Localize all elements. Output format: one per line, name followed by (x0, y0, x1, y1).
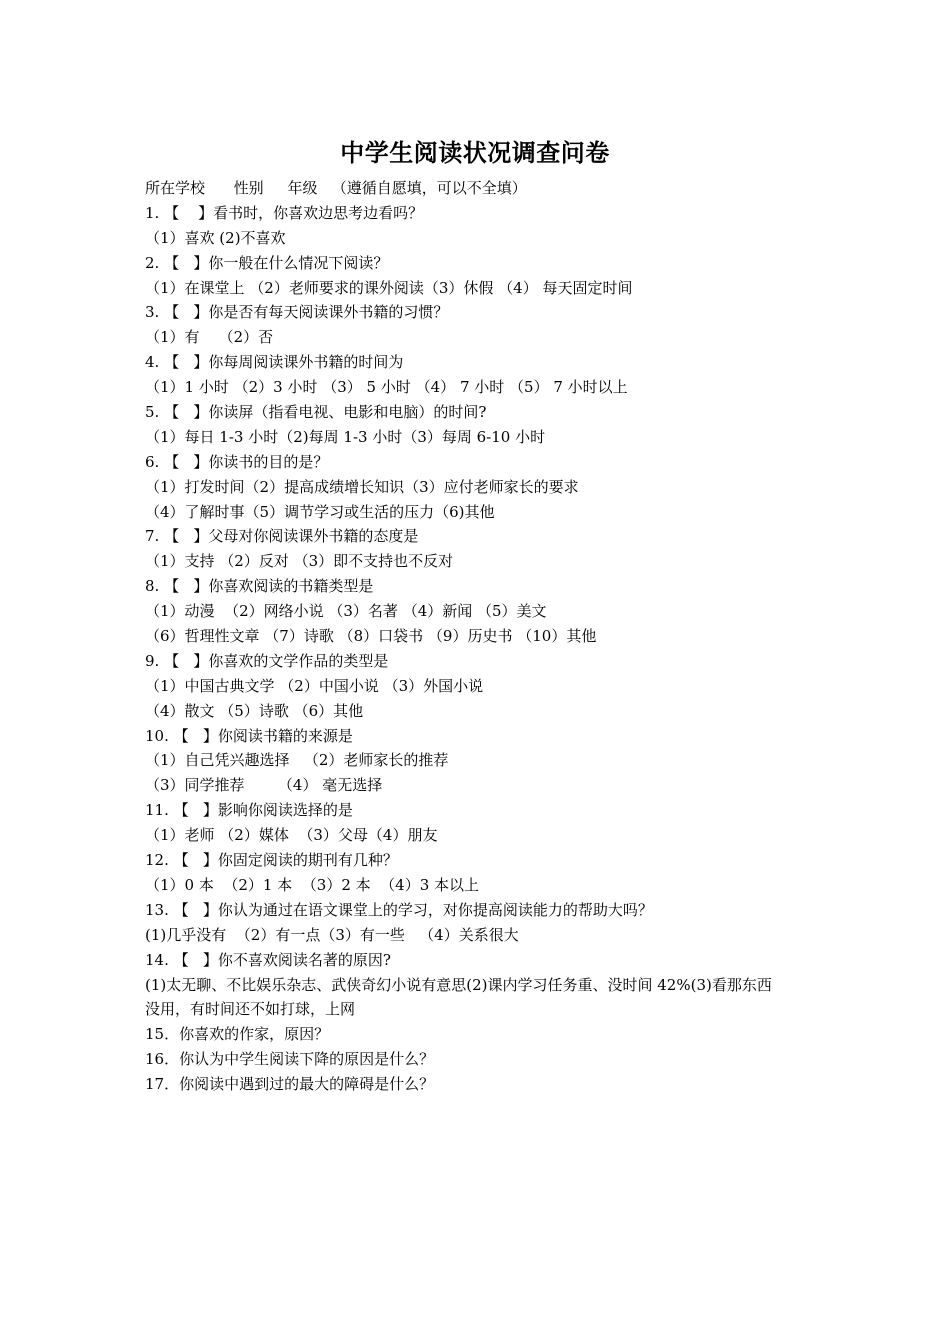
question-14-options-1: (1)太无聊、不比娱乐杂志、武侠奇幻小说有意思(2)课内学习任务重、没时间 42%(3)看那东西 (145, 975, 772, 994)
question-17: 17．你阅读中遇到过的最大的障碍是什么？ (145, 1075, 435, 1094)
question-2-options: （1）在课堂上 （2）老师要求的课外阅读（3）休假 （4） 每天固定时间 (145, 278, 633, 297)
question-5-options: （1）每日 1-3 小时（2)每周 1-3 小时（3）每周 6-10 小时 (145, 427, 546, 446)
header-fields-line: 所在学校 性别 年级 （遵循自愿填，可以不全填） (145, 179, 527, 197)
question-13: 13. 【 】你认为通过在语文课堂上的学习，对你提高阅读能力的帮助大吗？ (145, 900, 653, 919)
question-9-options-2: （4）散文 （5）诗歌 （6）其他 (145, 701, 364, 720)
question-10: 10. 【 】你阅读书籍的来源是 (145, 726, 353, 745)
question-8: 8. 【 】你喜欢阅读的书籍类型是 (145, 577, 374, 596)
question-15: 15．你喜欢的作家，原因？ (145, 1025, 330, 1044)
question-8-options-2: （6）哲理性文章 （7）诗歌 （8）口袋书 （9）历史书 （10）其他 (145, 627, 597, 646)
question-6-options-2: （4）了解时事（5）调节学习或生活的压力（6)其他 (145, 502, 495, 521)
question-11: 11. 【 】影响你阅读选择的是 (145, 801, 353, 820)
question-7: 7. 【 】父母对你阅读课外书籍的态度是 (145, 527, 419, 546)
question-10-options-2: （3）同学推荐 （4） 毫无选择 (145, 776, 383, 795)
question-5: 5. 【 】你读屏（指看电视、电影和电脑）的时间? (145, 403, 487, 422)
question-14: 14. 【 】你不喜欢阅读名著的原因? (145, 950, 391, 969)
question-6: 6. 【 】你读书的目的是？ (145, 452, 329, 471)
document-title: 中学生阅读状况调查问卷 (340, 139, 610, 167)
question-9-options-1: （1）中国古典文学 （2）中国小说 （3）外国小说 (145, 676, 484, 695)
question-12: 12. 【 】你固定阅读的期刊有几种？ (145, 851, 398, 870)
question-1: 1. 【 】看书时，你喜欢边思考边看吗？ (145, 203, 424, 222)
question-3: 3. 【 】你是否有每天阅读课外书籍的习惯？ (145, 303, 449, 322)
question-3-options: （1）有 （2）否 (145, 328, 274, 347)
question-4: 4. 【 】你每周阅读课外书籍的时间为 (145, 353, 404, 372)
question-8-options-1: （1）动漫 （2）网络小说 （3）名著 （4）新闻 （5）美文 (145, 602, 547, 621)
question-1-options: （1）喜欢 (2)不喜欢 (145, 228, 286, 247)
question-14-options-2: 没用，有时间还不如打球，上网 (145, 1000, 356, 1019)
question-11-options: （1）老师 （2）媒体 （3）父母（4）朋友 (145, 826, 438, 845)
question-16: 16．你认为中学生阅读下降的原因是什么？ (145, 1050, 435, 1069)
question-13-options: (1)几乎没有 （2）有一点（3）有一些 （4）关系很大 (145, 925, 519, 944)
question-12-options: （1）0 本 （2）1 本 （3）2 本 （4）3 本以上 (145, 875, 480, 894)
question-4-options: （1）1 小时 （2）3 小时 （3） 5 小时 （4） 7 小时 （5） 7 小时以上 (145, 378, 628, 397)
question-6-options-1: （1）打发时间（2）提高成绩增长知识（3）应付老师家长的要求 (145, 477, 579, 496)
questionnaire-body (145, 176, 825, 1097)
question-9: 9. 【 】你喜欢的文学作品的类型是 (145, 651, 389, 670)
question-2: 2. 【 】你一般在什么情况下阅读？ (145, 253, 389, 272)
question-10-options-1: （1）自己凭兴趣选择 （2）老师家长的推荐 (145, 751, 449, 770)
question-7-options: （1）支持 （2）反对 （3）即不支持也不反对 (145, 552, 454, 571)
